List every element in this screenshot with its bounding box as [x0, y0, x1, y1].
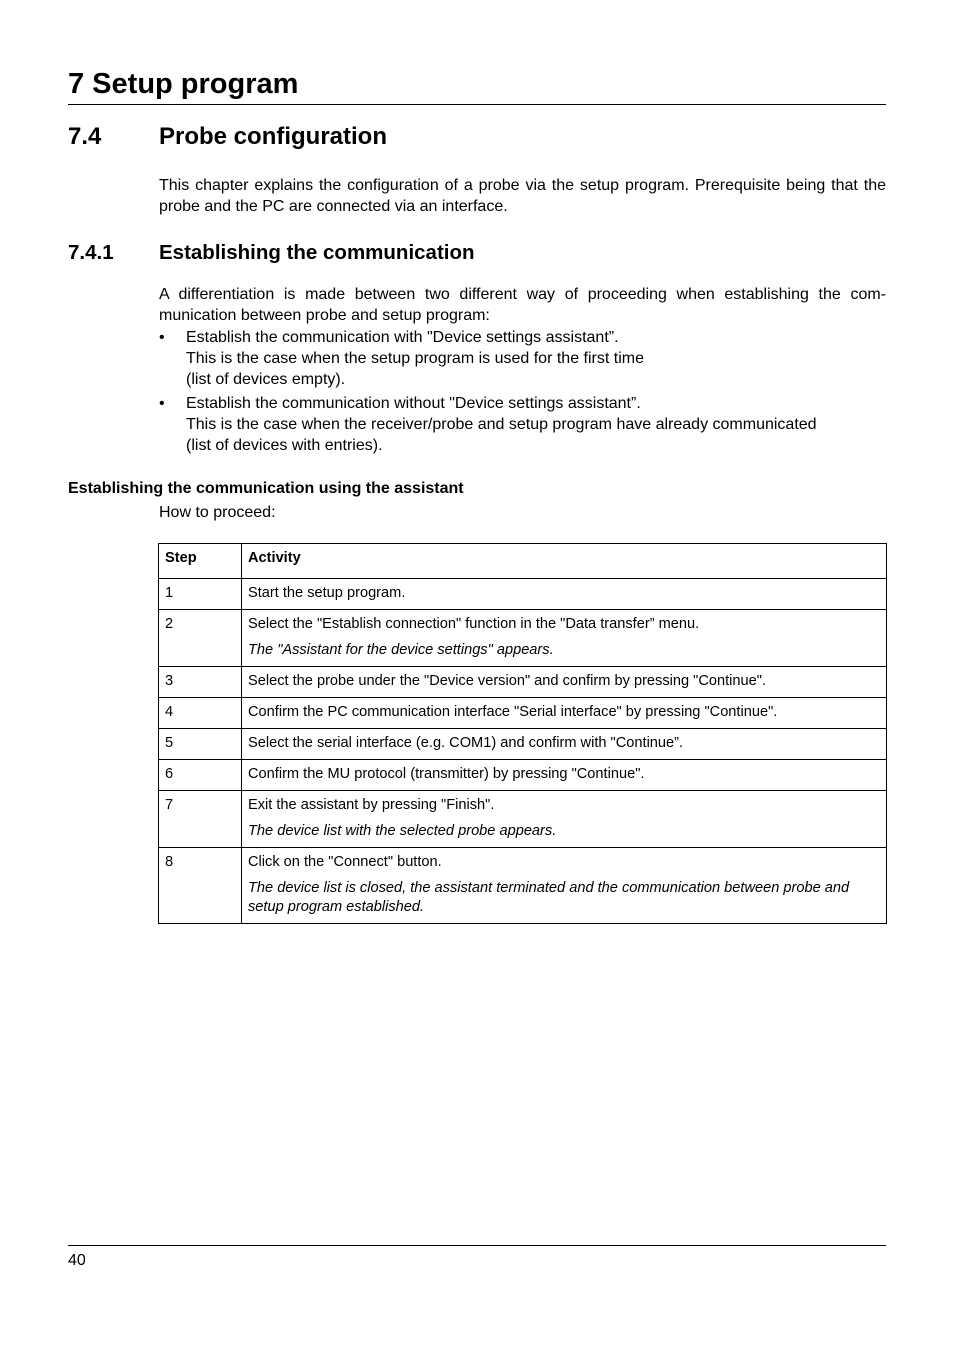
- activity-cell: [242, 667, 887, 698]
- section-title: Probe configuration: [159, 123, 387, 150]
- subsection-intro: A differentiation is made between two different way of proceeding when establishing the com-munication between probe and setup program:: [159, 286, 886, 324]
- activity-text: Exit the assistant by pressing "Finish".: [248, 797, 495, 813]
- activity-cell: [242, 791, 887, 848]
- step-cell: 7: [159, 791, 242, 848]
- activity-cell: [242, 698, 887, 729]
- table-row: [159, 791, 887, 848]
- activity-result: The "Assistant for the device settings" appears.: [248, 642, 554, 658]
- activity-text: Confirm the PC communication interface "Serial interface" by pressing "Continue".: [248, 704, 778, 720]
- subsection-heading: [68, 240, 475, 266]
- table-row: [159, 610, 887, 667]
- bullet-symbol: •: [159, 329, 165, 346]
- section-number: 7.4: [68, 123, 102, 150]
- bullet-line: (list of devices empty).: [186, 371, 346, 388]
- bullet-line: Establish the communication without "Device settings assistant”.: [186, 395, 641, 412]
- procedure-lead: How to proceed:: [159, 504, 276, 521]
- chapter-rule: [68, 104, 886, 105]
- bullet-line: Establish the communication with "Device settings assistant”.: [186, 329, 619, 346]
- header-step: Step: [159, 544, 242, 579]
- step-cell: 5: [159, 729, 242, 760]
- header-activity: Activity: [242, 544, 887, 579]
- activity-text: Select the serial interface (e.g. COM1) and confirm with "Continue”.: [248, 735, 684, 751]
- footer-rule: [68, 1245, 886, 1246]
- bullet-line: This is the case when the receiver/probe and setup program have already communicated: [186, 416, 817, 433]
- activity-text: Confirm the MU protocol (transmitter) by pressing "Continue".: [248, 766, 645, 782]
- activity-cell: [242, 610, 887, 667]
- activity-text: Select the probe under the "Device version" and confirm by pressing "Continue".: [248, 673, 766, 689]
- table-row: [159, 698, 887, 729]
- step-cell: 8: [159, 848, 242, 924]
- table-row: [159, 729, 887, 760]
- section-heading: [68, 122, 387, 152]
- table-row: [159, 579, 887, 610]
- activity-text: Start the setup program.: [248, 585, 406, 601]
- bullet-item: [159, 393, 886, 456]
- bullet-line: (list of devices with entries).: [186, 437, 383, 454]
- step-cell: 3: [159, 667, 242, 698]
- activity-cell: [242, 848, 887, 924]
- procedure-table: [158, 543, 887, 924]
- subsection-number: 7.4.1: [68, 241, 114, 264]
- step-cell: 6: [159, 760, 242, 791]
- step-cell: 1: [159, 579, 242, 610]
- activity-cell: [242, 579, 887, 610]
- activity-text: Click on the "Connect" button.: [248, 854, 442, 870]
- subsection-title: Establishing the communication: [159, 241, 475, 264]
- table-row: [159, 760, 887, 791]
- table-row: [159, 667, 887, 698]
- page-number: 40: [68, 1252, 86, 1269]
- activity-result: The device list with the selected probe appears.: [248, 823, 557, 839]
- activity-text: Select the "Establish connection" function in the "Data transfer” menu.: [248, 616, 700, 632]
- activity-cell: [242, 760, 887, 791]
- chapter-title: 7 Setup program: [68, 68, 299, 100]
- table-header-row: [159, 544, 887, 579]
- step-cell: 4: [159, 698, 242, 729]
- bullet-list: [159, 327, 886, 459]
- bullet-item: [159, 327, 886, 390]
- activity-cell: [242, 729, 887, 760]
- table-row: [159, 848, 887, 924]
- step-cell: 2: [159, 610, 242, 667]
- bullet-line: This is the case when the setup program is used for the first time: [186, 350, 644, 367]
- procedure-heading: Establishing the communication using the assistant: [68, 480, 464, 497]
- activity-result: The device list is closed, the assistant terminated and the communication between probe and setup program established.: [248, 880, 850, 915]
- bullet-symbol: •: [159, 395, 165, 412]
- section-intro: This chapter explains the configuration of a probe via the setup program. Prerequisite being that the probe and the PC are connected via an interface.: [159, 177, 886, 215]
